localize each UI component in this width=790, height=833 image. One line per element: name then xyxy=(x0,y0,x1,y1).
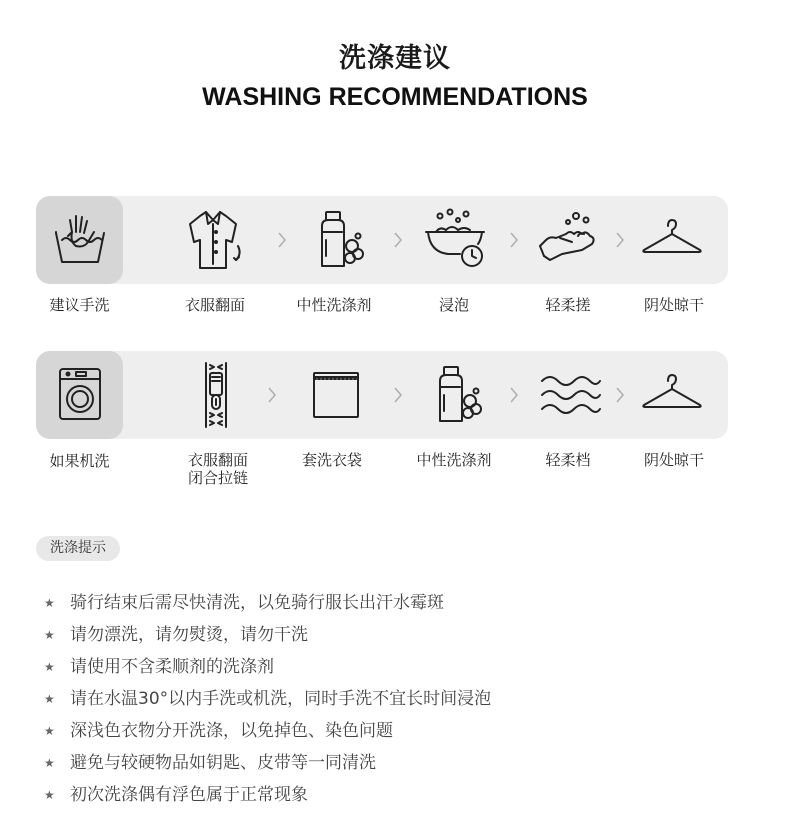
tip-text: 骑行结束后需尽快清洗，以免骑行服长出汗水霉斑 xyxy=(70,593,444,613)
step-label: 建议手洗 xyxy=(49,296,110,314)
step-label: 中性洗涤剂 xyxy=(416,451,492,469)
list-item xyxy=(44,718,491,750)
laundry-bag-icon xyxy=(298,357,374,433)
gentle-rub-hand-icon xyxy=(532,202,608,278)
zipper-icon xyxy=(178,357,254,433)
shirt-turn-inside-out-icon xyxy=(178,202,254,278)
step-label: 轻柔档 xyxy=(545,451,591,469)
bullet-star-icon: ★ xyxy=(44,596,55,610)
tips-heading-badge: 洗涤提示 xyxy=(36,536,120,561)
step-label: 浸泡 xyxy=(438,296,469,314)
soak-basin-icon xyxy=(418,202,494,278)
page-title-en: WASHING RECOMMENDATIONS xyxy=(202,83,588,111)
bullet-star-icon: ★ xyxy=(44,756,55,770)
detergent-bottle-icon xyxy=(424,357,500,433)
list-item xyxy=(44,654,491,686)
step-arrow-icon xyxy=(266,385,278,405)
tip-text: 请使用不含柔顺剂的洗涤剂 xyxy=(70,657,274,677)
tip-text: 初次洗涤偶有浮色属于正常现象 xyxy=(70,785,308,805)
bullet-star-icon: ★ xyxy=(44,788,55,802)
step-label: 轻柔搓 xyxy=(545,296,591,314)
tip-text: 避免与较硬物品如钥匙、皮带等一同清洗 xyxy=(70,753,376,773)
bullet-star-icon: ★ xyxy=(44,660,55,674)
step-label: 阴处晾干 xyxy=(643,451,704,469)
machine-wash-steps-row xyxy=(36,351,728,439)
step-arrow-icon xyxy=(392,230,404,250)
step-label: 闭合拉链 xyxy=(187,469,248,487)
step-arrow-icon xyxy=(614,230,626,250)
step-arrow-icon xyxy=(508,385,520,405)
bullet-star-icon: ★ xyxy=(44,692,55,706)
hand-wash-icon xyxy=(42,202,118,278)
step-label: 如果机洗 xyxy=(49,452,110,470)
step-arrow-icon xyxy=(276,230,288,250)
tips-list xyxy=(44,590,491,814)
bullet-star-icon: ★ xyxy=(44,724,55,738)
step-arrow-icon xyxy=(392,385,404,405)
list-item xyxy=(44,590,491,622)
hand-wash-steps-row xyxy=(36,196,728,284)
step-label: 套洗衣袋 xyxy=(301,451,362,469)
hanger-icon xyxy=(634,202,710,278)
step-label: 衣服翻面 xyxy=(187,451,248,469)
bullet-star-icon: ★ xyxy=(44,628,55,642)
tip-text: 请勿漂洗，请勿熨烫，请勿干洗 xyxy=(70,625,308,645)
list-item xyxy=(44,622,491,654)
step-label: 衣服翻面 xyxy=(184,296,245,314)
hanger-icon xyxy=(634,357,710,433)
gentle-cycle-waves-icon xyxy=(534,357,610,433)
tip-text: 深浅色衣物分开洗涤，以免掉色、染色问题 xyxy=(70,721,393,741)
step-arrow-icon xyxy=(508,230,520,250)
tip-text: 请在水温30°以内手洗或机洗，同时手洗不宜长时间浸泡 xyxy=(70,689,492,709)
washing-machine-icon xyxy=(42,357,118,433)
page-title-cn: 洗涤建议 xyxy=(339,43,451,74)
list-item xyxy=(44,686,491,718)
step-arrow-icon xyxy=(614,385,626,405)
step-label: 中性洗涤剂 xyxy=(296,296,372,314)
list-item xyxy=(44,750,491,782)
step-label: 阴处晾干 xyxy=(643,296,704,314)
list-item xyxy=(44,782,491,814)
detergent-bottle-icon xyxy=(306,202,382,278)
